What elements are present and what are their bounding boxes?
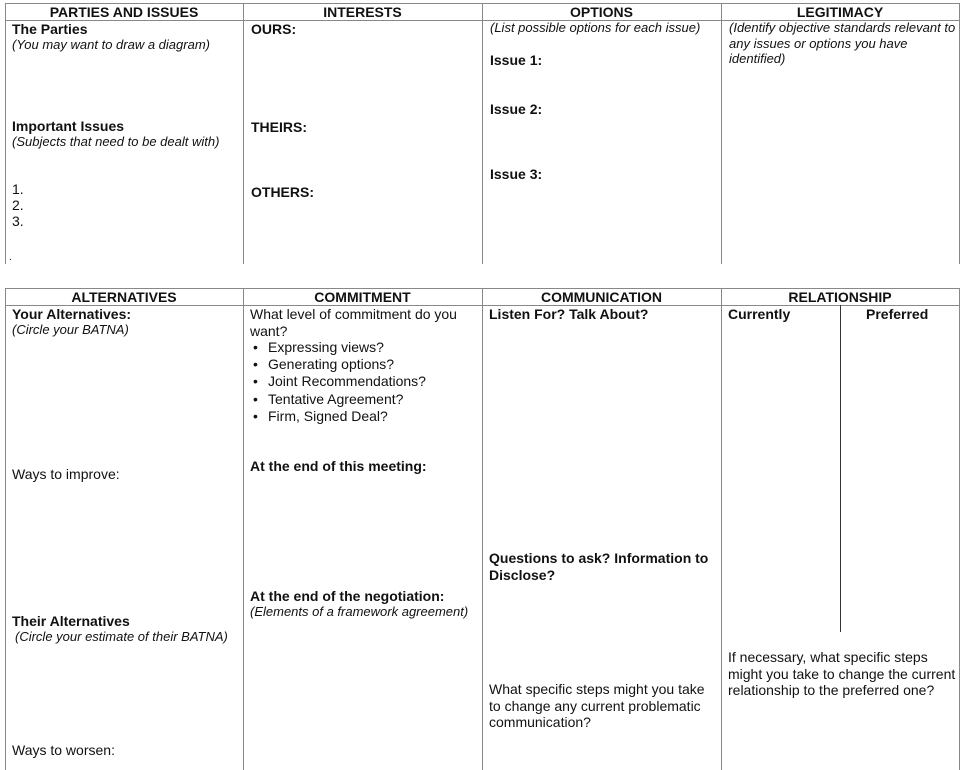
end-of-negotiation: At the end of the negotiation: [250,588,445,604]
table2-col-divider-2 [482,288,483,770]
parties-title: The Parties [12,21,88,37]
commitment-level-list [250,339,426,425]
your-alternatives-title: Your Alternatives: [12,306,132,322]
option-issue-3: Issue 3: [490,166,543,182]
their-alternatives-note: (Circle your estimate of their BATNA) [15,629,228,644]
table2-right-border [959,288,960,770]
questions-to-ask: Questions to ask? Information to Disclose? [489,550,709,583]
interests-ours: OURS: [251,21,297,37]
stray-mark: . [9,252,12,263]
commitment-item: • Generating options? [250,356,426,373]
header-interests: INTERESTS [323,4,402,20]
your-alternatives-note: (Circle your BATNA) [12,322,129,337]
header-relationship: RELATIONSHIP [788,289,892,305]
table2-col-divider-1 [243,288,244,770]
commitment-item: • Joint Recommendations? [250,373,426,390]
table1-right-border [959,3,960,264]
header-parties-and-issues: PARTIES AND ISSUES [49,4,199,20]
issue-number-1: 1. [12,181,24,197]
ways-to-improve: Ways to improve: [12,466,120,482]
table1-left-border [5,3,6,264]
their-alternatives-title: Their Alternatives [12,613,130,629]
relationship-preferred: Preferred [866,306,929,322]
relationship-currently: Currently [728,306,791,322]
issues-note: (Subjects that need to be dealt with) [12,134,220,149]
header-legitimacy: LEGITIMACY [796,4,884,20]
table1-col-divider-2 [482,3,483,264]
header-communication: COMMUNICATION [540,289,663,305]
issues-title: Important Issues [12,118,125,134]
table1-col-divider-3 [721,3,722,264]
header-options: OPTIONS [569,4,633,20]
communication-steps: What specific steps might you take to change any current problematic communication? [489,681,705,730]
option-issue-1: Issue 1: [490,52,543,68]
legitimacy-note: (Identify objective standards relevant to any issues or options you have identified) [729,20,956,66]
end-of-meeting: At the end of this meeting: [250,458,427,474]
options-note: (List possible options for each issue) [490,20,701,35]
ways-to-worsen: Ways to worsen: [12,742,115,758]
option-issue-2: Issue 2: [490,101,543,117]
commitment-item: • Firm, Signed Deal? [250,408,426,425]
interests-theirs: THEIRS: [251,119,307,135]
relationship-divider [840,305,841,632]
relationship-steps: If necessary, what specific steps might you take to change the current relationship to the preferred one? [728,649,956,698]
listen-for-talk-about: Listen For? Talk About? [489,306,649,322]
interests-others: OTHERS: [251,184,314,200]
commitment-question: What level of commitment do you want? [250,306,457,339]
issue-number-3: 3. [12,213,24,229]
issue-number-2: 2. [12,197,24,213]
header-commitment: COMMITMENT [314,289,411,305]
framework-note: (Elements of a framework agreement) [250,604,469,619]
parties-note: (You may want to draw a diagram) [12,37,210,52]
table1-col-divider-1 [243,3,244,264]
table2-left-border [5,288,6,770]
commitment-item: • Tentative Agreement? [250,391,426,408]
table2-col-divider-3 [721,288,722,770]
header-alternatives: ALTERNATIVES [71,289,177,305]
commitment-item: • Expressing views? [250,339,426,356]
